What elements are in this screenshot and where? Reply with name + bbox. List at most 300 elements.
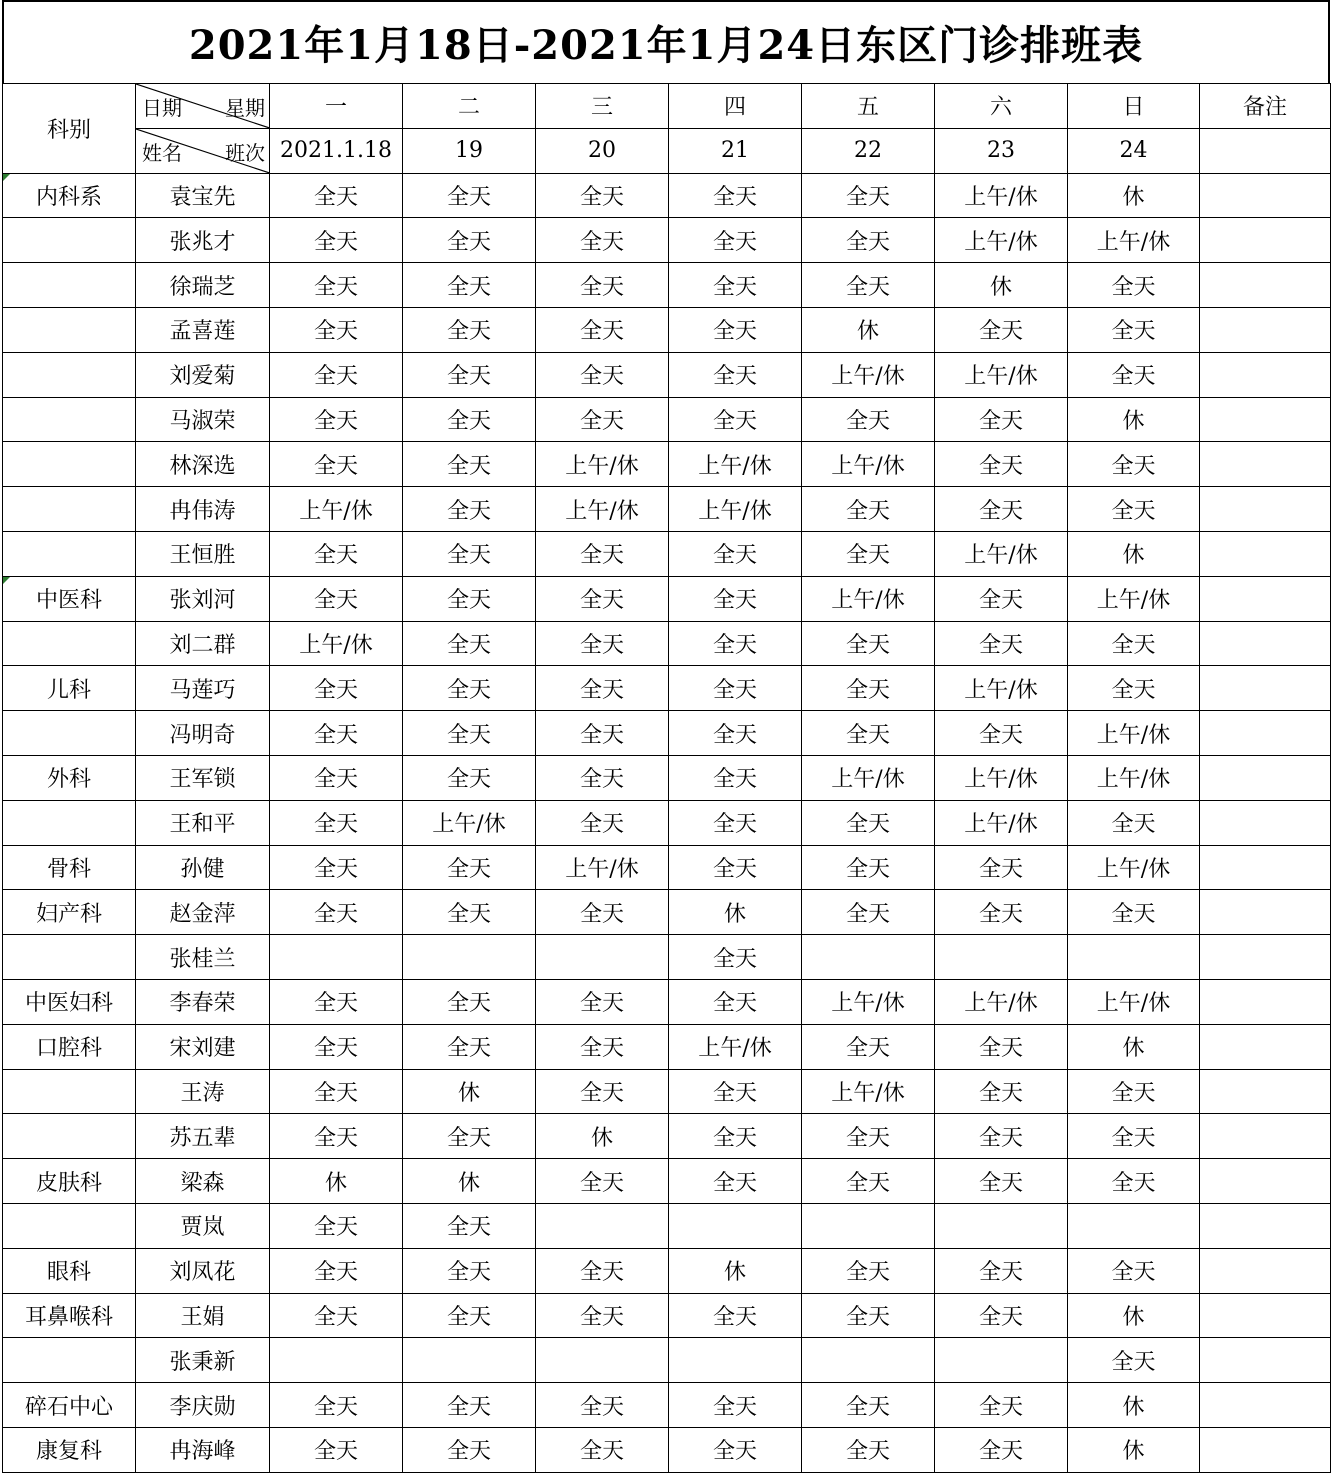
shift-cell-mon: 全天 [270,1203,403,1248]
schedule-sheet [2,0,1330,1472]
shift-cell-tue [403,1338,536,1383]
shift-cell-sat: 休 [935,263,1068,308]
dept-cell [3,218,136,263]
shift-cell-wed: 全天 [536,711,669,756]
shift-cell-fri: 上午/休 [802,442,935,487]
shift-cell-thu: 全天 [669,1293,802,1338]
shift-cell-sat: 全天 [935,845,1068,890]
shift-cell-wed: 全天 [536,173,669,218]
remarks-cell [1200,1248,1331,1293]
table-row [3,1114,1331,1159]
name-cell: 刘凤花 [136,1248,270,1293]
shift-cell-wed: 全天 [536,979,669,1024]
shift-cell-thu: 全天 [669,173,802,218]
shift-cell-mon: 全天 [270,755,403,800]
shift-cell-tue: 上午/休 [403,800,536,845]
table-row [3,1203,1331,1248]
shift-cell-mon: 全天 [270,800,403,845]
shift-cell-tue: 全天 [403,442,536,487]
shift-cell-thu: 全天 [669,1114,802,1159]
remarks-cell [1200,218,1331,263]
shift-cell-thu: 休 [669,1248,802,1293]
shift-cell-wed: 上午/休 [536,845,669,890]
shift-cell-sun: 上午/休 [1068,576,1200,621]
shift-cell-fri: 上午/休 [802,979,935,1024]
name-cell: 苏五辈 [136,1114,270,1159]
shift-cell-wed: 全天 [536,1383,669,1428]
shift-cell-mon: 全天 [270,307,403,352]
name-cell: 冉海峰 [136,1427,270,1472]
shift-cell-fri: 全天 [802,621,935,666]
shift-cell-sun: 全天 [1068,800,1200,845]
date-tue: 19 [403,128,536,173]
table-row [3,979,1331,1024]
shift-cell-mon: 全天 [270,1383,403,1428]
shift-cell-thu: 全天 [669,218,802,263]
shift-cell-wed: 休 [536,1114,669,1159]
shift-cell-sat: 全天 [935,442,1068,487]
header-row-date [3,128,1331,173]
shift-cell-mon: 全天 [270,1114,403,1159]
shift-cell-wed [536,935,669,980]
remarks-cell [1200,531,1331,576]
shift-cell-fri: 全天 [802,845,935,890]
shift-cell-thu: 上午/休 [669,487,802,532]
shift-cell-fri: 上午/休 [802,755,935,800]
shift-cell-wed: 全天 [536,531,669,576]
shift-cell-sat: 上午/休 [935,352,1068,397]
shift-cell-sat: 上午/休 [935,755,1068,800]
shift-cell-fri: 上午/休 [802,352,935,397]
table-row [3,621,1331,666]
name-label: 姓名 [142,140,182,165]
shift-cell-tue: 全天 [403,979,536,1024]
shift-cell-fri: 全天 [802,218,935,263]
shift-cell-tue: 全天 [403,755,536,800]
shift-cell-fri: 全天 [802,1024,935,1069]
shift-cell-wed: 全天 [536,307,669,352]
header-row-weekday [3,84,1331,129]
shift-cell-sat: 全天 [935,1248,1068,1293]
table-row [3,352,1331,397]
shift-cell-mon: 休 [270,1159,403,1204]
shift-cell-tue: 全天 [403,397,536,442]
shift-cell-sun: 休 [1068,173,1200,218]
weekday-label: 星期 [225,96,265,120]
dept-cell [3,397,136,442]
shift-cell-fri: 全天 [802,711,935,756]
dept-cell: 中医科 [3,576,136,621]
shift-cell-sat: 上午/休 [935,666,1068,711]
remarks-cell [1200,800,1331,845]
weekday-sun: 日 [1068,84,1200,129]
shift-cell-mon: 全天 [270,397,403,442]
name-cell: 冯明奇 [136,711,270,756]
remarks-cell [1200,979,1331,1024]
shift-cell-wed: 全天 [536,1159,669,1204]
shift-cell-sun: 全天 [1068,1069,1200,1114]
shift-cell-thu: 全天 [669,576,802,621]
shift-cell-fri: 全天 [802,1427,935,1472]
dept-cell [3,621,136,666]
shift-cell-mon: 全天 [270,711,403,756]
shift-cell-sun: 上午/休 [1068,845,1200,890]
shift-cell-sat: 上午/休 [935,800,1068,845]
shift-cell-wed: 全天 [536,352,669,397]
table-row [3,845,1331,890]
table-row [3,173,1331,218]
table-row [3,397,1331,442]
shift-cell-tue: 全天 [403,352,536,397]
name-cell: 林深选 [136,442,270,487]
shift-cell-wed: 全天 [536,890,669,935]
shift-cell-sat: 全天 [935,1293,1068,1338]
shift-cell-thu: 全天 [669,979,802,1024]
shift-cell-sat: 全天 [935,1159,1068,1204]
table-row [3,307,1331,352]
shift-cell-sun [1068,935,1200,980]
shift-cell-tue: 全天 [403,173,536,218]
shift-cell-tue: 全天 [403,263,536,308]
shift-cell-sun: 上午/休 [1068,218,1200,263]
shift-cell-thu: 全天 [669,397,802,442]
shift-cell-wed: 全天 [536,1293,669,1338]
shift-cell-mon: 全天 [270,1248,403,1293]
shift-cell-thu: 全天 [669,711,802,756]
shift-cell-sat: 全天 [935,307,1068,352]
remarks-cell [1200,442,1331,487]
table-row [3,890,1331,935]
shift-cell-mon [270,1338,403,1383]
remarks-cell [1200,1293,1331,1338]
shift-cell-wed: 全天 [536,397,669,442]
dept-cell [3,442,136,487]
shift-cell-thu: 全天 [669,845,802,890]
shift-cell-sun: 休 [1068,1383,1200,1428]
shift-cell-sat: 全天 [935,890,1068,935]
shift-cell-sun: 休 [1068,531,1200,576]
name-cell: 宋刘建 [136,1024,270,1069]
weekday-thu: 四 [669,84,802,129]
shift-cell-sat: 全天 [935,1427,1068,1472]
shift-cell-sun: 上午/休 [1068,979,1200,1024]
shift-cell-fri: 休 [802,307,935,352]
weekday-wed: 三 [536,84,669,129]
dept-cell: 眼科 [3,1248,136,1293]
name-cell: 王恒胜 [136,531,270,576]
shift-cell-thu: 全天 [669,621,802,666]
shift-cell-sat: 全天 [935,576,1068,621]
remarks-cell [1200,1383,1331,1428]
date-weekday-header [136,84,270,129]
remarks-cell [1200,173,1331,218]
shift-cell-tue: 全天 [403,531,536,576]
shift-cell-fri [802,935,935,980]
dept-cell: 康复科 [3,1427,136,1472]
shift-cell-tue: 全天 [403,845,536,890]
shift-cell-sun: 全天 [1068,890,1200,935]
shift-cell-thu [669,1338,802,1383]
dept-cell [3,1338,136,1383]
shift-cell-sat: 全天 [935,1383,1068,1428]
table-row [3,711,1331,756]
shift-cell-sun: 全天 [1068,263,1200,308]
shift-cell-thu: 全天 [669,263,802,308]
name-cell: 马淑荣 [136,397,270,442]
shift-label: 班次 [225,140,265,165]
shift-cell-fri: 全天 [802,397,935,442]
shift-cell-thu: 全天 [669,666,802,711]
shift-cell-sat [935,1338,1068,1383]
shift-cell-mon: 全天 [270,979,403,1024]
name-cell: 赵金萍 [136,890,270,935]
shift-cell-thu: 全天 [669,1159,802,1204]
remarks-blank [1200,128,1331,173]
shift-cell-sun: 全天 [1068,1338,1200,1383]
shift-cell-wed: 全天 [536,576,669,621]
shift-cell-sat: 上午/休 [935,979,1068,1024]
table-row [3,935,1331,980]
date-wed: 20 [536,128,669,173]
shift-cell-mon: 全天 [270,845,403,890]
dept-cell [3,1114,136,1159]
shift-cell-wed: 全天 [536,1024,669,1069]
shift-cell-mon: 全天 [270,890,403,935]
shift-cell-tue: 全天 [403,621,536,666]
shift-cell-fri: 上午/休 [802,576,935,621]
name-cell: 徐瑞芝 [136,263,270,308]
shift-cell-sun [1068,1203,1200,1248]
name-cell: 冉伟涛 [136,487,270,532]
shift-cell-fri [802,1203,935,1248]
table-row [3,487,1331,532]
shift-cell-thu: 全天 [669,1427,802,1472]
cell-marker-icon [3,174,10,181]
shift-cell-tue: 全天 [403,1203,536,1248]
shift-cell-mon: 全天 [270,1427,403,1472]
shift-cell-thu: 全天 [669,307,802,352]
weekday-sat: 六 [935,84,1068,129]
table-row [3,218,1331,263]
shift-cell-mon: 全天 [270,1069,403,1114]
table-row [3,1383,1331,1428]
remarks-cell [1200,397,1331,442]
remarks-cell [1200,307,1331,352]
dept-cell [3,1203,136,1248]
dept-cell [3,352,136,397]
shift-cell-thu: 上午/休 [669,442,802,487]
shift-cell-sun: 休 [1068,1024,1200,1069]
remarks-cell [1200,935,1331,980]
dept-cell: 内科系 [3,173,136,218]
remarks-cell [1200,1338,1331,1383]
weekday-tue: 二 [403,84,536,129]
remarks-cell [1200,263,1331,308]
shift-cell-sun: 全天 [1068,1159,1200,1204]
page-title: 2021年1月18日-2021年1月24日东区门诊排班表 [2,0,1330,83]
shift-cell-tue: 全天 [403,666,536,711]
date-fri: 22 [802,128,935,173]
table-row [3,576,1331,621]
shift-cell-wed: 全天 [536,1427,669,1472]
table-row [3,1248,1331,1293]
dept-cell [3,307,136,352]
date-sun: 24 [1068,128,1200,173]
shift-cell-sun: 全天 [1068,1114,1200,1159]
shift-cell-wed [536,1338,669,1383]
shift-cell-mon: 全天 [270,218,403,263]
shift-cell-sat [935,1203,1068,1248]
shift-cell-fri: 上午/休 [802,1069,935,1114]
name-cell: 张桂兰 [136,935,270,980]
shift-cell-tue: 全天 [403,487,536,532]
remarks-cell [1200,1203,1331,1248]
shift-cell-fri: 全天 [802,1293,935,1338]
shift-cell-fri: 全天 [802,890,935,935]
remarks-cell [1200,576,1331,621]
shift-cell-wed: 全天 [536,755,669,800]
shift-cell-sun: 全天 [1068,1248,1200,1293]
shift-cell-wed: 全天 [536,666,669,711]
shift-cell-thu: 全天 [669,935,802,980]
dept-cell [3,531,136,576]
shift-cell-tue: 全天 [403,890,536,935]
table-row [3,755,1331,800]
table-row [3,263,1331,308]
table-row [3,1024,1331,1069]
shift-cell-fri: 全天 [802,800,935,845]
shift-cell-fri: 全天 [802,666,935,711]
shift-cell-wed [536,1203,669,1248]
shift-cell-tue: 全天 [403,218,536,263]
date-label: 日期 [142,96,182,120]
shift-cell-sun: 全天 [1068,487,1200,532]
shift-cell-tue: 全天 [403,576,536,621]
shift-cell-thu: 全天 [669,800,802,845]
shift-cell-fri: 全天 [802,173,935,218]
shift-cell-sun: 全天 [1068,352,1200,397]
remarks-header: 备注 [1200,84,1331,129]
dept-cell: 皮肤科 [3,1159,136,1204]
dept-cell: 耳鼻喉科 [3,1293,136,1338]
shift-cell-mon: 全天 [270,576,403,621]
shift-cell-thu: 全天 [669,1383,802,1428]
shift-cell-sun: 全天 [1068,442,1200,487]
shift-cell-sat: 全天 [935,621,1068,666]
remarks-cell [1200,1427,1331,1472]
shift-cell-tue: 全天 [403,711,536,756]
shift-cell-wed: 全天 [536,263,669,308]
remarks-cell [1200,666,1331,711]
remarks-cell [1200,621,1331,666]
shift-cell-sat [935,935,1068,980]
shift-cell-tue: 全天 [403,1114,536,1159]
name-cell: 马莲巧 [136,666,270,711]
shift-cell-fri: 全天 [802,1383,935,1428]
shift-cell-thu: 全天 [669,1069,802,1114]
shift-cell-tue: 全天 [403,1383,536,1428]
table-row [3,531,1331,576]
name-shift-header [136,128,270,173]
shift-cell-thu [669,1203,802,1248]
table-row [3,666,1331,711]
shift-cell-mon: 全天 [270,666,403,711]
dept-cell: 儿科 [3,666,136,711]
name-cell: 张秉新 [136,1338,270,1383]
dept-cell: 妇产科 [3,890,136,935]
date-mon: 2021.1.18 [270,128,403,173]
table-row [3,1159,1331,1204]
name-cell: 贾岚 [136,1203,270,1248]
shift-cell-sun: 休 [1068,1427,1200,1472]
shift-cell-mon: 全天 [270,173,403,218]
name-cell: 李春荣 [136,979,270,1024]
dept-cell [3,263,136,308]
name-cell: 刘爱菊 [136,352,270,397]
schedule-body [3,84,1331,1473]
shift-cell-sun: 全天 [1068,621,1200,666]
shift-cell-sun: 全天 [1068,666,1200,711]
shift-cell-thu: 全天 [669,755,802,800]
shift-cell-fri: 全天 [802,263,935,308]
remarks-cell [1200,1069,1331,1114]
shift-cell-fri: 全天 [802,487,935,532]
cell-marker-icon [3,577,10,584]
table-row [3,1293,1331,1338]
dept-cell: 口腔科 [3,1024,136,1069]
remarks-cell [1200,845,1331,890]
shift-cell-wed: 全天 [536,621,669,666]
shift-cell-tue: 全天 [403,307,536,352]
shift-cell-wed: 全天 [536,1069,669,1114]
shift-cell-sat: 全天 [935,397,1068,442]
shift-cell-fri: 全天 [802,1114,935,1159]
name-cell: 王涛 [136,1069,270,1114]
dept-cell: 中医妇科 [3,979,136,1024]
name-cell: 孟喜莲 [136,307,270,352]
dept-cell [3,711,136,756]
dept-cell: 骨科 [3,845,136,890]
name-cell: 袁宝先 [136,173,270,218]
shift-cell-thu: 上午/休 [669,1024,802,1069]
remarks-cell [1200,890,1331,935]
shift-cell-tue: 全天 [403,1248,536,1293]
dept-cell [3,935,136,980]
shift-cell-sat: 全天 [935,487,1068,532]
shift-cell-tue: 全天 [403,1427,536,1472]
shift-cell-fri [802,1338,935,1383]
weekday-fri: 五 [802,84,935,129]
weekday-mon: 一 [270,84,403,129]
dept-cell: 碎石中心 [3,1383,136,1428]
name-cell: 王和平 [136,800,270,845]
date-sat: 23 [935,128,1068,173]
dept-cell: 外科 [3,755,136,800]
table-row [3,1338,1331,1383]
name-cell: 李庆勋 [136,1383,270,1428]
shift-cell-sat: 上午/休 [935,173,1068,218]
shift-cell-sat: 上午/休 [935,218,1068,263]
dept-cell [3,800,136,845]
table-row [3,442,1331,487]
shift-cell-sun: 全天 [1068,307,1200,352]
shift-cell-tue: 全天 [403,1024,536,1069]
remarks-cell [1200,755,1331,800]
shift-cell-wed: 全天 [536,1248,669,1293]
shift-cell-fri: 全天 [802,1159,935,1204]
shift-cell-sat: 全天 [935,1114,1068,1159]
remarks-cell [1200,1024,1331,1069]
